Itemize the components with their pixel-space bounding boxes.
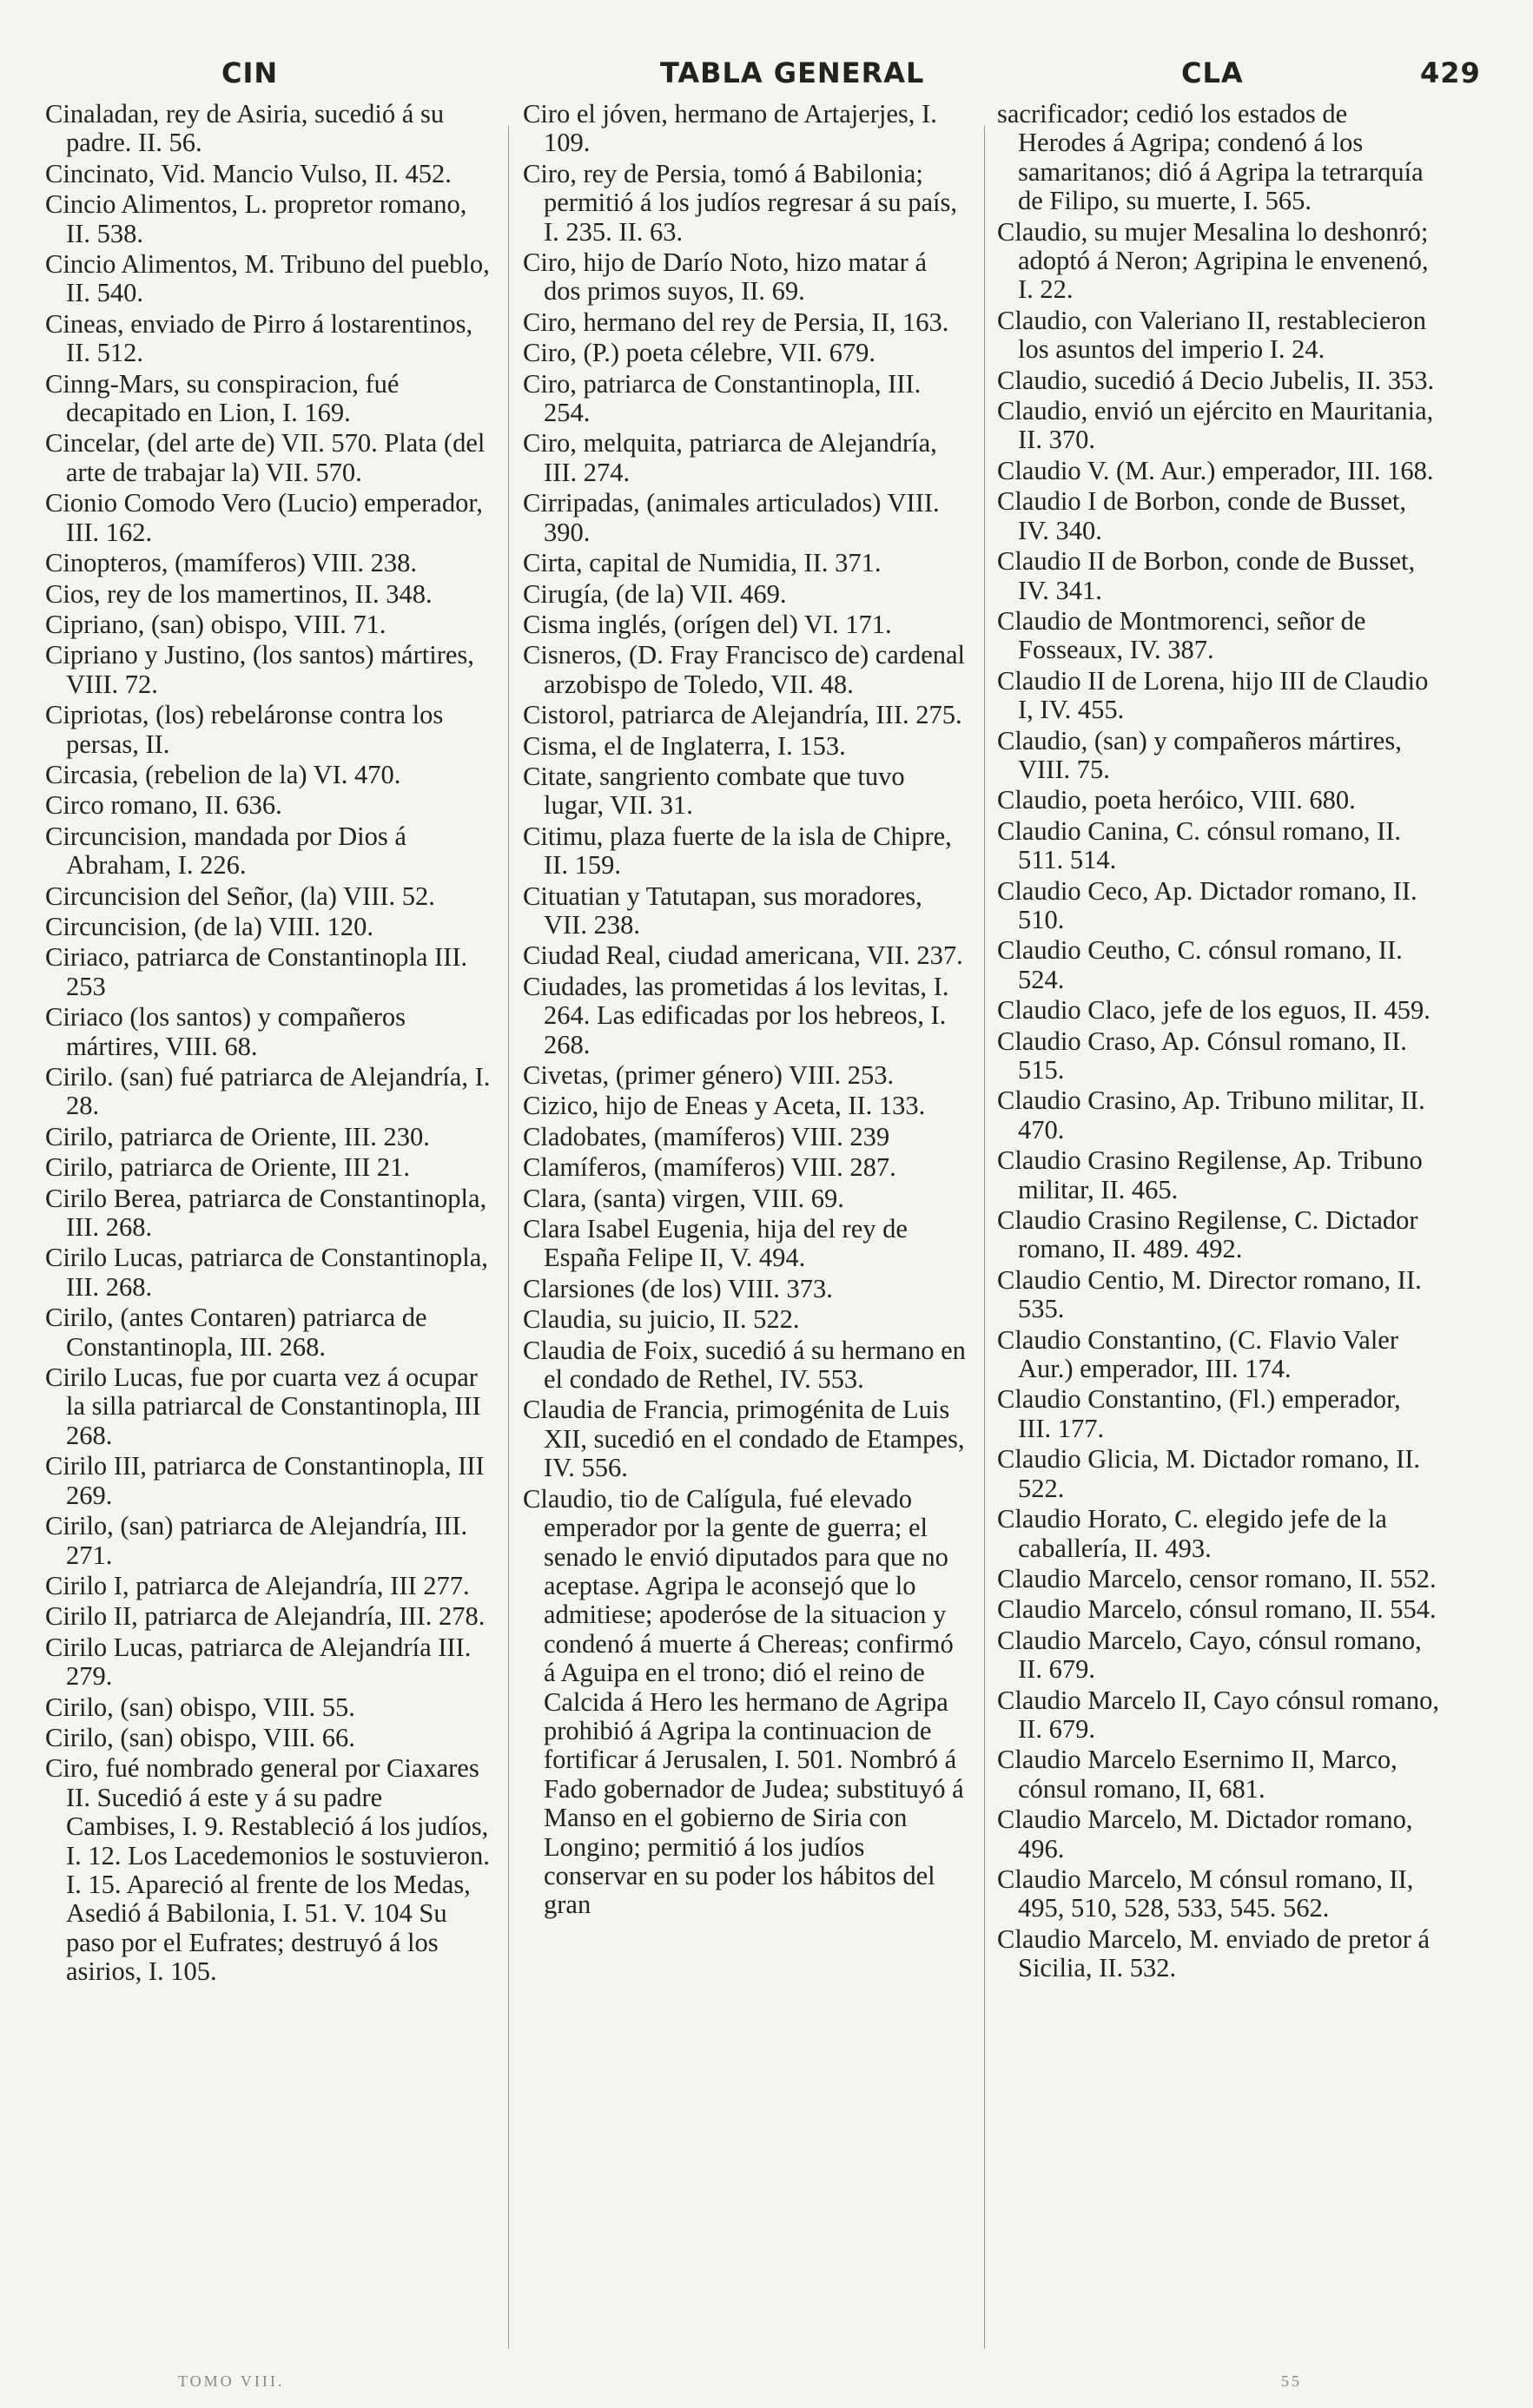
index-entry: Civetas, (primer género) VIII. 253. [523,1060,895,1090]
index-entry: Claudio Horato, C. elegido jefe de la caballería, II. 493. [997,1504,1387,1563]
index-entry: Cizico, hijo de Eneas y Aceta, II. 133. [523,1091,926,1121]
index-entry: Clarsiones (de los) VIII. 373. [523,1273,833,1303]
index-entry: Cirilo, (antes Contaren) patriarca de Constantinopla, III. 268. [45,1303,427,1362]
index-entry: Cipriano y Justino, (los santos) mártires, VIII. 72. [45,640,474,699]
index-entry: Cirilo III, patriarca de Constantinopla, III 269. [45,1451,485,1510]
index-entry: Claudio, su mujer Mesalina lo deshonró; adoptó á Neron; Agripina le envenenó, I. 22. [997,216,1429,305]
column-divider [984,126,985,2349]
index-entry: Cladobates, (mamíferos) VIII. 239 [523,1121,890,1151]
index-entry: Claudio, tio de Calígula, fué elevado emperador por la gente de guerra; el senado le envió diputados para que no aceptase. Agripa le aconsejó que lo admitiese; apoderóse de la situacion y condenó á muerte á Chereas; confirmó á Aguipa en el trono; dió el reino de Calcida á Hero les hermano de Agripa prohibió á Agripa la continuacion de fortificar á Jerusalen, I. 501. Nombró á Fado gobernador de Judea; substituyó á Manso en el gobierno de Siria con Longino; permitió á los judíos conservar en su poder los hábitos del gran [523,1483,964,1920]
index-entry: Cincelar, (del arte de) VII. 570. Plata (del arte de trabajar la) VII. 570. [45,428,486,487]
index-entry: Cinopteros, (mamíferos) VIII. 238. [45,548,418,578]
index-entry: Claudio Marcelo II, Cayo cónsul romano, II. 679. [997,1685,1440,1744]
index-entry: Claudio Marcelo Esernimo II, Marco, cónsul romano, II, 681. [997,1745,1398,1804]
index-entry: Claudia, su juicio, II. 522. [523,1304,800,1335]
index-entry: Cincinato, Vid. Mancio Vulso, II. 452. [45,158,452,188]
index-entry: Cirilo Lucas, patriarca de Constantinopla, III. 268. [45,1243,488,1302]
header-right: CLA [1181,56,1244,89]
index-entry: Claudio Canina, C. cónsul romano, II. 511. 514. [997,815,1402,875]
index-entry: Cirilo, (san) obispo, VIII. 55. [45,1692,355,1722]
index-entry: Clamíferos, (mamíferos) VIII. 287. [523,1152,896,1183]
index-entry: Ciriaco, patriarca de Constantinopla III. 253 [45,942,468,1001]
index-entry: Cirilo, (san) patriarca de Alejandría, III. 271. [45,1511,468,1570]
index-entry: Ciudad Real, ciudad americana, VII. 237. [523,940,963,971]
index-entry: Cirilo, patriarca de Oriente, III. 230. [45,1121,430,1151]
index-entry: Ciro, rey de Persia, tomó á Babilonia; permitió á los judíos regresar á su país, I. 235. II. 63. [523,158,958,247]
index-column-2 [523,100,966,1922]
index-entry: Cipriano, (san) obispo, VIII. 71. [45,609,387,639]
index-entry: Cisneros, (D. Fray Francisco de) cardenal arzobispo de Toledo, VII. 48. [523,640,966,699]
index-entry: Claudio V. (M. Aur.) emperador, III. 168. [997,455,1434,485]
index-entry: Ciudades, las prometidas á los levitas, I. 264. Las edificadas por los hebreos, I. 268. [523,971,949,1059]
index-entry: Claudio Marcelo, cónsul romano, II. 554. [997,1594,1437,1625]
footer-signature: 55 [1281,2372,1302,2390]
index-entry: Cirripadas, (animales articulados) VIII. 390. [523,488,940,547]
index-entry: Cincio Alimentos, M. Tribuno del pueblo, II. 540. [45,249,490,308]
index-entry: Claudio Marcelo, Cayo, cónsul romano, II. 679. [997,1625,1422,1685]
index-entry: Cisma inglés, (orígen del) VI. 171. [523,609,892,639]
index-entry: Cincio Alimentos, L. propretor romano, II. 538. [45,189,467,248]
header-title: TABLA GENERAL [660,56,925,89]
index-entry: Claudio I de Borbon, conde de Busset, IV. 340. [997,486,1406,545]
index-entry: Claudio, (san) y compañeros mártires, VIII. 75. [997,725,1402,784]
index-entry: Claudio II de Lorena, hijo III de Claudio I, IV. 455. [997,665,1429,725]
index-entry: Cineas, enviado de Pirro á lostarentinos, II. 512. [45,308,473,368]
index-entry: Claudio Claco, jefe de los eguos, II. 459. [997,995,1431,1026]
page-number: 429 [1420,56,1481,89]
index-entry: Claudio, con Valeriano II, restablecieron los asuntos del imperio I. 24. [997,305,1427,365]
index-entry: Ciro, (P.) poeta célebre, VII. 679. [523,338,876,368]
index-entry: Cipriotas, (los) rebeláronse contra los persas, II. [45,700,444,759]
index-entry: Circuncision, (de la) VIII. 120. [45,911,374,941]
index-entry: sacrificador; cedió los estados de Herodes á Agripa; condenó á los samaritanos; dió á Agripa la tetrarquía de Filipo, su muerte, I. 565. [997,99,1424,216]
index-entry: Cirilo Lucas, fue por cuarta vez á ocupar la silla patriarcal de Constantinopla, III 268. [45,1362,481,1450]
index-entry: Claudio Marcelo, M. enviado de pretor á Sicilia, II. 532. [997,1923,1431,1983]
index-entry: Claudio de Montmorenci, señor de Fosseaux, IV. 387. [997,605,1366,665]
index-entry: Claudio Marcelo, censor romano, II. 552. [997,1563,1437,1593]
index-entry: Cituatian y Tatutapan, sus moradores, VII. 238. [523,881,922,940]
index-entry: Claudio Crasino, Ap. Tribuno militar, II. 470. [997,1085,1425,1145]
index-entry: Citate, sangriento combate que tuvo lugar, VII. 31. [523,761,905,821]
index-entry: Claudio, envió un ejército en Mauritania, II. 370. [997,396,1434,455]
index-entry: Cirugía, (de la) VII. 469. [523,578,787,609]
index-entry: Claudio Marcelo, M cónsul romano, II, 495, 510, 528, 533, 545. 562. [997,1864,1414,1923]
index-entry: Ciro, hijo de Darío Noto, hizo matar á dos primos suyos, II. 69. [523,247,928,307]
index-entry: Claudio, poeta heróico, VIII. 680. [997,785,1356,815]
index-entry: Claudio, sucedió á Decio Jubelis, II. 353. [997,365,1435,395]
index-entry: Claudia de Foix, sucedió á su hermano en el condado de Rethel, IV. 553. [523,1335,966,1395]
index-entry: Ciro, patriarca de Constantinopla, III. 254. [523,368,922,428]
index-entry: Ciro, fué nombrado general por Ciaxares II. Sucedió á este y á su padre Cambises, I. 9. Restableció á los judíos, I. 12. Los Lacedemonios le sostuvieron. I. 15. Apareció al frente de los Medas, Asedió á Babilonia, I. 51. V. 104 Su paso por el Eufrates; destruyó á los asirios, I. 105. [45,1753,490,1987]
index-entry: Claudio Constantino, (C. Flavio Valer Aur.) emperador, III. 174. [997,1324,1398,1384]
index-entry: Cistorol, patriarca de Alejandría, III. 275. [523,700,962,730]
header-left: CIN [221,56,279,89]
index-entry: Cios, rey de los mamertinos, II. 348. [45,578,433,609]
footer-volume: TOMO VIII. [178,2372,285,2390]
index-entry: Cirta, capital de Numidia, II. 371. [523,548,882,578]
index-column-1 [45,100,497,1989]
index-entry: Citimu, plaza fuerte de la isla de Chipre, II. 159. [523,821,952,881]
index-entry: Cirilo Lucas, patriarca de Alejandría III. 279. [45,1632,472,1692]
index-entry: Claudio Constantino, (Fl.) emperador, III. 177. [997,1384,1401,1443]
index-entry: Cionio Comodo Vero (Lucio) emperador, III. 162. [45,488,483,547]
index-column-3 [997,100,1440,1985]
index-entry: Cirilo I, patriarca de Alejandría, III 277. [45,1570,470,1600]
index-entry: Claudio Marcelo, M. Dictador romano, 496. [997,1804,1413,1864]
index-entry: Ciro, melquita, patriarca de Alejandría, III. 274. [523,428,937,487]
index-entry: Claudio Ceutho, C. cónsul romano, II. 524. [997,935,1403,994]
index-entry: Circasia, (rebelion de la) VI. 470. [45,759,401,789]
index-entry: Cinaladan, rey de Asiria, sucedió á su padre. II. 56. [45,99,445,158]
index-entry: Circo romano, II. 636. [45,790,282,821]
page-header [0,48,1533,100]
index-entry: Cirilo, (san) obispo, VIII. 66. [45,1722,355,1752]
index-entry: Claudio Craso, Ap. Cónsul romano, II. 515. [997,1026,1407,1085]
index-entry: Claudio Crasino Regilense, Ap. Tribuno militar, II. 465. [997,1145,1423,1204]
index-entry: Cisma, el de Inglaterra, I. 153. [523,730,846,761]
index-entry: Ciro el jóven, hermano de Artajerjes, I. 109. [523,99,937,158]
index-entry: Circuncision, mandada por Dios á Abraham, I. 226. [45,821,406,881]
index-entry: Claudio II de Borbon, conde de Busset, IV. 341. [997,546,1416,605]
index-entry: Claudio Glicia, M. Dictador romano, II. 522. [997,1444,1421,1503]
index-entry: Clara Isabel Eugenia, hija del rey de España Felipe II, V. 494. [523,1214,908,1273]
index-entry: Ciriaco (los santos) y compañeros mártires, VIII. 68. [45,1002,406,1061]
index-entry: Cinng-Mars, su conspiracion, fué decapitado en Lion, I. 169. [45,368,400,428]
index-entry: Cirilo Berea, patriarca de Constantinopla, III. 268. [45,1183,487,1243]
index-entry: Claudio Centio, M. Director romano, II. 535. [997,1264,1422,1324]
column-divider [508,126,509,2349]
index-entry: Claudia de Francia, primogénita de Luis XII, sucedió en el condado de Etampes, IV. 556. [523,1395,965,1483]
index-entry: Clara, (santa) virgen, VIII. 69. [523,1183,844,1213]
index-entry: Cirilo II, patriarca de Alejandría, III. 278. [45,1601,486,1632]
index-entry: Claudio Crasino Regilense, C. Dictador romano, II. 489. 492. [997,1205,1418,1264]
index-entry: Claudio Ceco, Ap. Dictador romano, II. 510. [997,875,1417,934]
index-entry: Ciro, hermano del rey de Persia, II, 163. [523,307,949,337]
index-entry: Cirilo, patriarca de Oriente, III 21. [45,1152,411,1183]
index-entry: Circuncision del Señor, (la) VIII. 52. [45,881,435,911]
index-entry: Cirilo. (san) fué patriarca de Alejandría, I. 28. [45,1062,491,1121]
